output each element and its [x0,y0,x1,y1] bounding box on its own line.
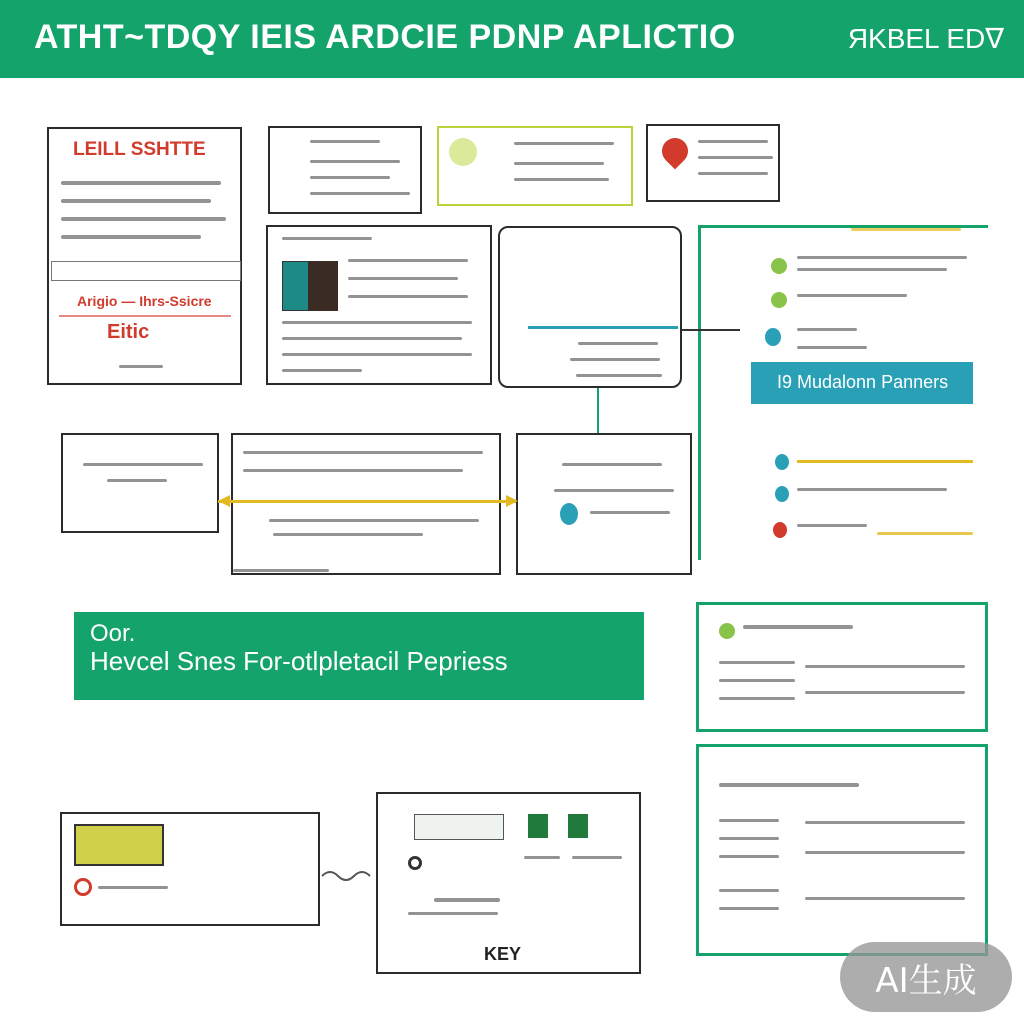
header-title: ATHT~TDQY IEIS ARDCIE PDNP APLICTIO [34,18,736,56]
left-panel-subtitle: Arigio — Ihrs-Ssicre [77,293,212,309]
left-panel-title: LEILL SSHTTE [73,139,206,160]
sidebar-banner[interactable]: I9 Mudalonn Panners [751,362,973,404]
watermark-badge: AI生成 [840,942,1012,1012]
section-banner-line2: Hevcel Snes For-otlpletacil Pepriess [90,646,508,676]
header-right-text: ЯKBEL ED∇ [847,23,1004,54]
key-label: KEY [484,944,522,964]
squiggle-connector [322,872,370,880]
arrowhead-left [218,495,230,507]
left-panel-mark: Eitic [107,321,150,343]
arrowhead-right [506,495,518,507]
section-banner-line1: Oor. [90,620,136,647]
